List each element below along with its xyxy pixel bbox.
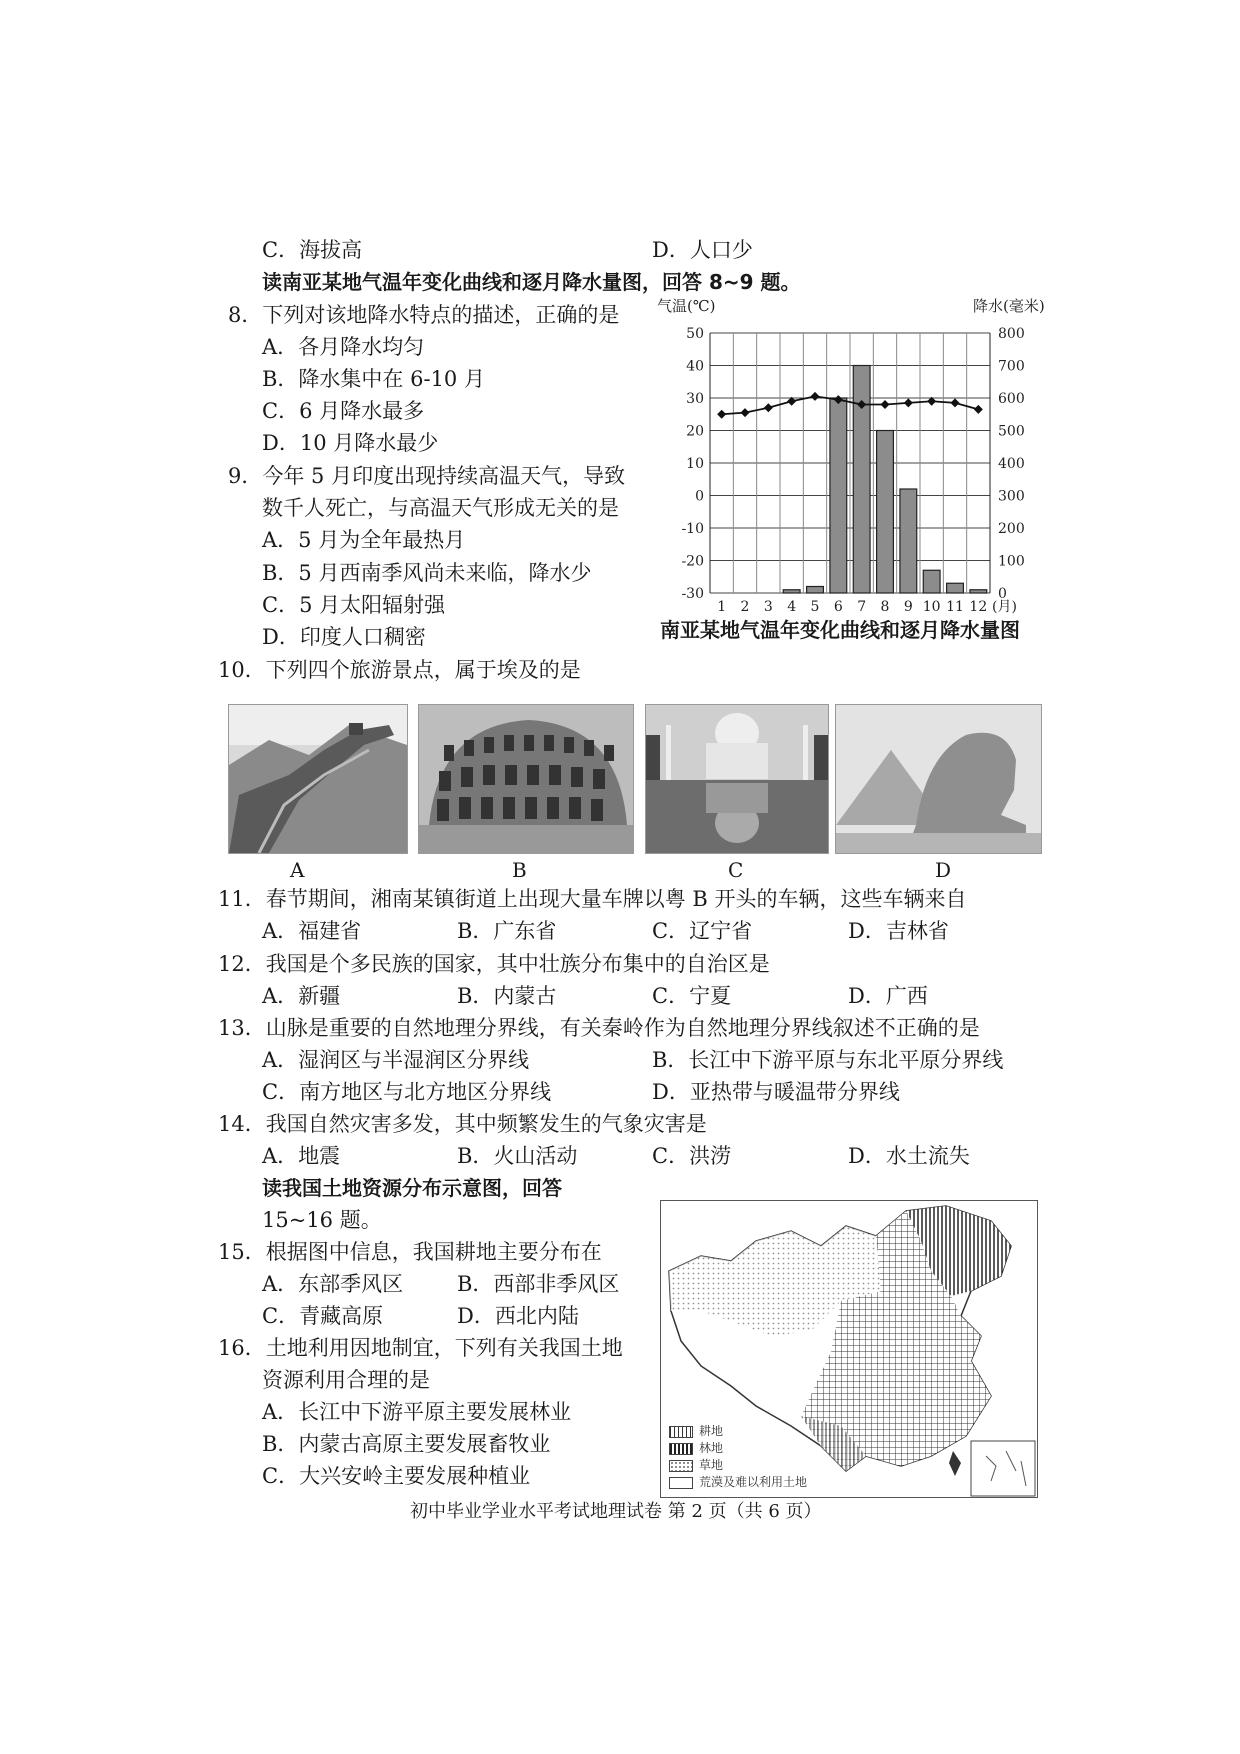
legend-grid-swatch bbox=[669, 1426, 693, 1438]
q12-option-b[interactable]: B．内蒙古 bbox=[457, 984, 557, 1008]
china-land-map bbox=[660, 1200, 1038, 1498]
temp-tick-label: 20 bbox=[686, 423, 704, 440]
q12-option-d[interactable]: D．广西 bbox=[848, 984, 928, 1008]
precip-tick-label: 0 bbox=[998, 586, 1007, 602]
month-label: 9 bbox=[903, 599, 913, 615]
q12-option-a[interactable]: A．新疆 bbox=[262, 984, 341, 1008]
option-d-prev: D．人口少 bbox=[652, 238, 753, 262]
climate-chart bbox=[655, 295, 1060, 615]
q16-stem-1: 16．土地利用因地制宜，下列有关我国土地 bbox=[218, 1336, 623, 1360]
q15-option-a[interactable]: A．东部季风区 bbox=[262, 1272, 404, 1296]
q13-option-b[interactable]: B．长江中下游平原与东北平原分界线 bbox=[652, 1048, 1004, 1072]
month-label: 12 bbox=[969, 599, 988, 615]
q15-option-c[interactable]: C．青藏高原 bbox=[262, 1304, 384, 1328]
q14-option-d[interactable]: D．水土流失 bbox=[848, 1144, 970, 1168]
month-label: 8 bbox=[880, 599, 890, 615]
precip-bar bbox=[807, 587, 824, 594]
q11-stem: 11．春节期间，湘南某镇街道上出现大量车牌以粤 B 开头的车辆，这些车辆来自 bbox=[218, 887, 967, 911]
q9-option-d[interactable]: D．印度人口稠密 bbox=[262, 625, 426, 649]
q16-option-a[interactable]: A．长江中下游平原主要发展林业 bbox=[262, 1400, 572, 1424]
photo-taj-mahal[interactable] bbox=[645, 704, 829, 854]
month-label: 1 bbox=[717, 599, 727, 615]
precip-bar bbox=[853, 366, 870, 594]
q16-option-c[interactable]: C．大兴安岭主要发展种植业 bbox=[262, 1464, 531, 1488]
precip-tick-label: 600 bbox=[998, 391, 1025, 407]
temp-tick-label: -20 bbox=[681, 553, 704, 570]
q8-option-c[interactable]: C．6 月降水最多 bbox=[262, 399, 425, 423]
temp-tick-label: 40 bbox=[686, 358, 704, 375]
q14-option-a[interactable]: A．地震 bbox=[262, 1144, 341, 1168]
q9-option-a[interactable]: A．5 月为全年最热月 bbox=[262, 528, 466, 552]
q16-option-b[interactable]: B．内蒙古高原主要发展畜牧业 bbox=[262, 1432, 551, 1456]
month-label: 11 bbox=[946, 599, 964, 615]
temperature-point bbox=[951, 398, 960, 407]
legend-grassland bbox=[669, 1457, 807, 1474]
q13-option-d[interactable]: D．亚热带与暖温带分界线 bbox=[652, 1080, 900, 1104]
temp-axis-label: 气温(℃) bbox=[657, 297, 716, 315]
q15-stem: 15．根据图中信息，我国耕地主要分布在 bbox=[218, 1240, 602, 1264]
legend-label: 耕地 bbox=[699, 1424, 724, 1438]
q12-stem: 12．我国是个多民族的国家，其中壮族分布集中的自治区是 bbox=[218, 952, 770, 976]
q13-option-a[interactable]: A．湿润区与半湿润区分界线 bbox=[262, 1048, 530, 1072]
q8-option-a[interactable]: A．各月降水均匀 bbox=[262, 335, 425, 359]
intro-15-16-line2: 15~16 题。 bbox=[262, 1208, 382, 1232]
temp-tick-label: 50 bbox=[686, 326, 704, 342]
legend-dots-swatch bbox=[669, 1460, 693, 1472]
precip-tick-label: 300 bbox=[998, 488, 1025, 505]
precip-tick-label: 500 bbox=[998, 423, 1025, 440]
q11-option-b[interactable]: B．广东省 bbox=[457, 919, 557, 943]
intro-15-16-line1: 读我国土地资源分布示意图，回答 bbox=[262, 1176, 562, 1200]
q11-option-d[interactable]: D．吉林省 bbox=[848, 919, 949, 943]
legend-desert bbox=[669, 1474, 807, 1491]
precip-tick-label: 200 bbox=[998, 521, 1025, 537]
temp-tick-label: 30 bbox=[686, 391, 704, 407]
month-label: 5 bbox=[810, 599, 820, 615]
precip-tick-label: 100 bbox=[998, 553, 1025, 570]
option-c-prev: C．海拔高 bbox=[262, 238, 363, 262]
photo-sphinx-pyramid[interactable] bbox=[835, 704, 1042, 854]
legend-label: 草地 bbox=[699, 1458, 724, 1472]
q14-option-c[interactable]: C．洪涝 bbox=[652, 1144, 732, 1168]
q14-stem: 14．我国自然灾害多发，其中频繁发生的气象灾害是 bbox=[218, 1112, 707, 1136]
precip-bar bbox=[947, 583, 964, 593]
caption-c: C bbox=[728, 858, 744, 882]
q16-stem-2: 资源利用合理的是 bbox=[262, 1368, 430, 1392]
precip-tick-label: 700 bbox=[998, 358, 1025, 375]
q8-option-d[interactable]: D．10 月降水最少 bbox=[262, 431, 439, 455]
temperature-point bbox=[764, 403, 773, 412]
photo-great-wall[interactable] bbox=[228, 704, 408, 854]
legend-empty-swatch bbox=[669, 1477, 693, 1489]
q11-option-a[interactable]: A．福建省 bbox=[262, 919, 362, 943]
temperature-point bbox=[881, 400, 890, 409]
photo-colosseum[interactable] bbox=[418, 704, 634, 854]
q13-option-c[interactable]: C．南方地区与北方地区分界线 bbox=[262, 1080, 552, 1104]
precip-bar bbox=[830, 398, 847, 593]
precip-bar bbox=[783, 590, 800, 593]
month-label: 4 bbox=[787, 599, 797, 615]
legend-vertical-swatch bbox=[669, 1443, 693, 1455]
legend-label: 林地 bbox=[699, 1441, 724, 1455]
legend-cropland bbox=[669, 1423, 807, 1440]
q9-stem-1: 9．今年 5 月印度出现持续高温天气，导致 bbox=[228, 464, 626, 488]
q11-option-c[interactable]: C．辽宁省 bbox=[652, 919, 753, 943]
temperature-point bbox=[717, 410, 726, 419]
chart-title: 南亚某地气温年变化曲线和逐月降水量图 bbox=[660, 618, 1020, 642]
temp-tick-label: -10 bbox=[681, 521, 704, 537]
q9-option-c[interactable]: C．5 月太阳辐射强 bbox=[262, 593, 446, 617]
temp-tick-label: -30 bbox=[681, 586, 704, 602]
temp-tick-label: 0 bbox=[695, 488, 704, 505]
temperature-point bbox=[811, 392, 820, 401]
temperature-point bbox=[741, 408, 750, 417]
q10-stem: 10．下列四个旅游景点，属于埃及的是 bbox=[218, 658, 581, 682]
precip-bar bbox=[923, 570, 940, 593]
q15-option-d[interactable]: D．西北内陆 bbox=[457, 1304, 579, 1328]
temperature-point bbox=[904, 398, 913, 407]
caption-d: D bbox=[935, 858, 952, 882]
caption-b: B bbox=[512, 858, 527, 882]
legend-forest bbox=[669, 1440, 807, 1457]
q12-option-c[interactable]: C．宁夏 bbox=[652, 984, 732, 1008]
q13-stem: 13．山脉是重要的自然地理分界线，有关秦岭作为自然地理分界线叙述不正确的是 bbox=[218, 1016, 980, 1040]
month-label: 10 bbox=[922, 599, 941, 615]
q8-stem: 8．下列对该地降水特点的描述，正确的是 bbox=[228, 303, 620, 327]
month-label: 2 bbox=[740, 599, 750, 615]
q9-option-b[interactable]: B．5 月西南季风尚未来临，降水少 bbox=[262, 561, 592, 585]
caption-a: A bbox=[290, 858, 305, 882]
precip-axis-label: 降水(毫米) bbox=[973, 297, 1045, 315]
precip-tick-label: 800 bbox=[998, 326, 1025, 342]
legend-label: 荒漠及难以利用土地 bbox=[699, 1475, 808, 1489]
month-unit-label: (月) bbox=[992, 599, 1017, 615]
month-label: 7 bbox=[857, 599, 867, 615]
precip-bar bbox=[900, 489, 917, 593]
q14-option-b[interactable]: B．火山活动 bbox=[457, 1144, 578, 1168]
q8-option-b[interactable]: B．降水集中在 6-10 月 bbox=[262, 367, 485, 391]
intro-8-9: 读南亚某地气温年变化曲线和逐月降水量图，回答 8~9 题。 bbox=[262, 270, 801, 294]
temperature-point bbox=[974, 405, 983, 414]
temp-tick-label: 10 bbox=[686, 456, 704, 472]
q9-stem-2: 数千人死亡，与高温天气形成无关的是 bbox=[262, 496, 619, 520]
month-label: 3 bbox=[763, 599, 773, 615]
precip-bar bbox=[877, 431, 894, 594]
precip-bar bbox=[970, 590, 987, 593]
q15-option-b[interactable]: B．西部非季风区 bbox=[457, 1272, 620, 1296]
page-footer: 初中毕业学业水平考试地理试卷 第 2 页（共 6 页） bbox=[410, 1501, 822, 1522]
month-label: 6 bbox=[833, 599, 843, 615]
precip-tick-label: 400 bbox=[998, 456, 1025, 472]
